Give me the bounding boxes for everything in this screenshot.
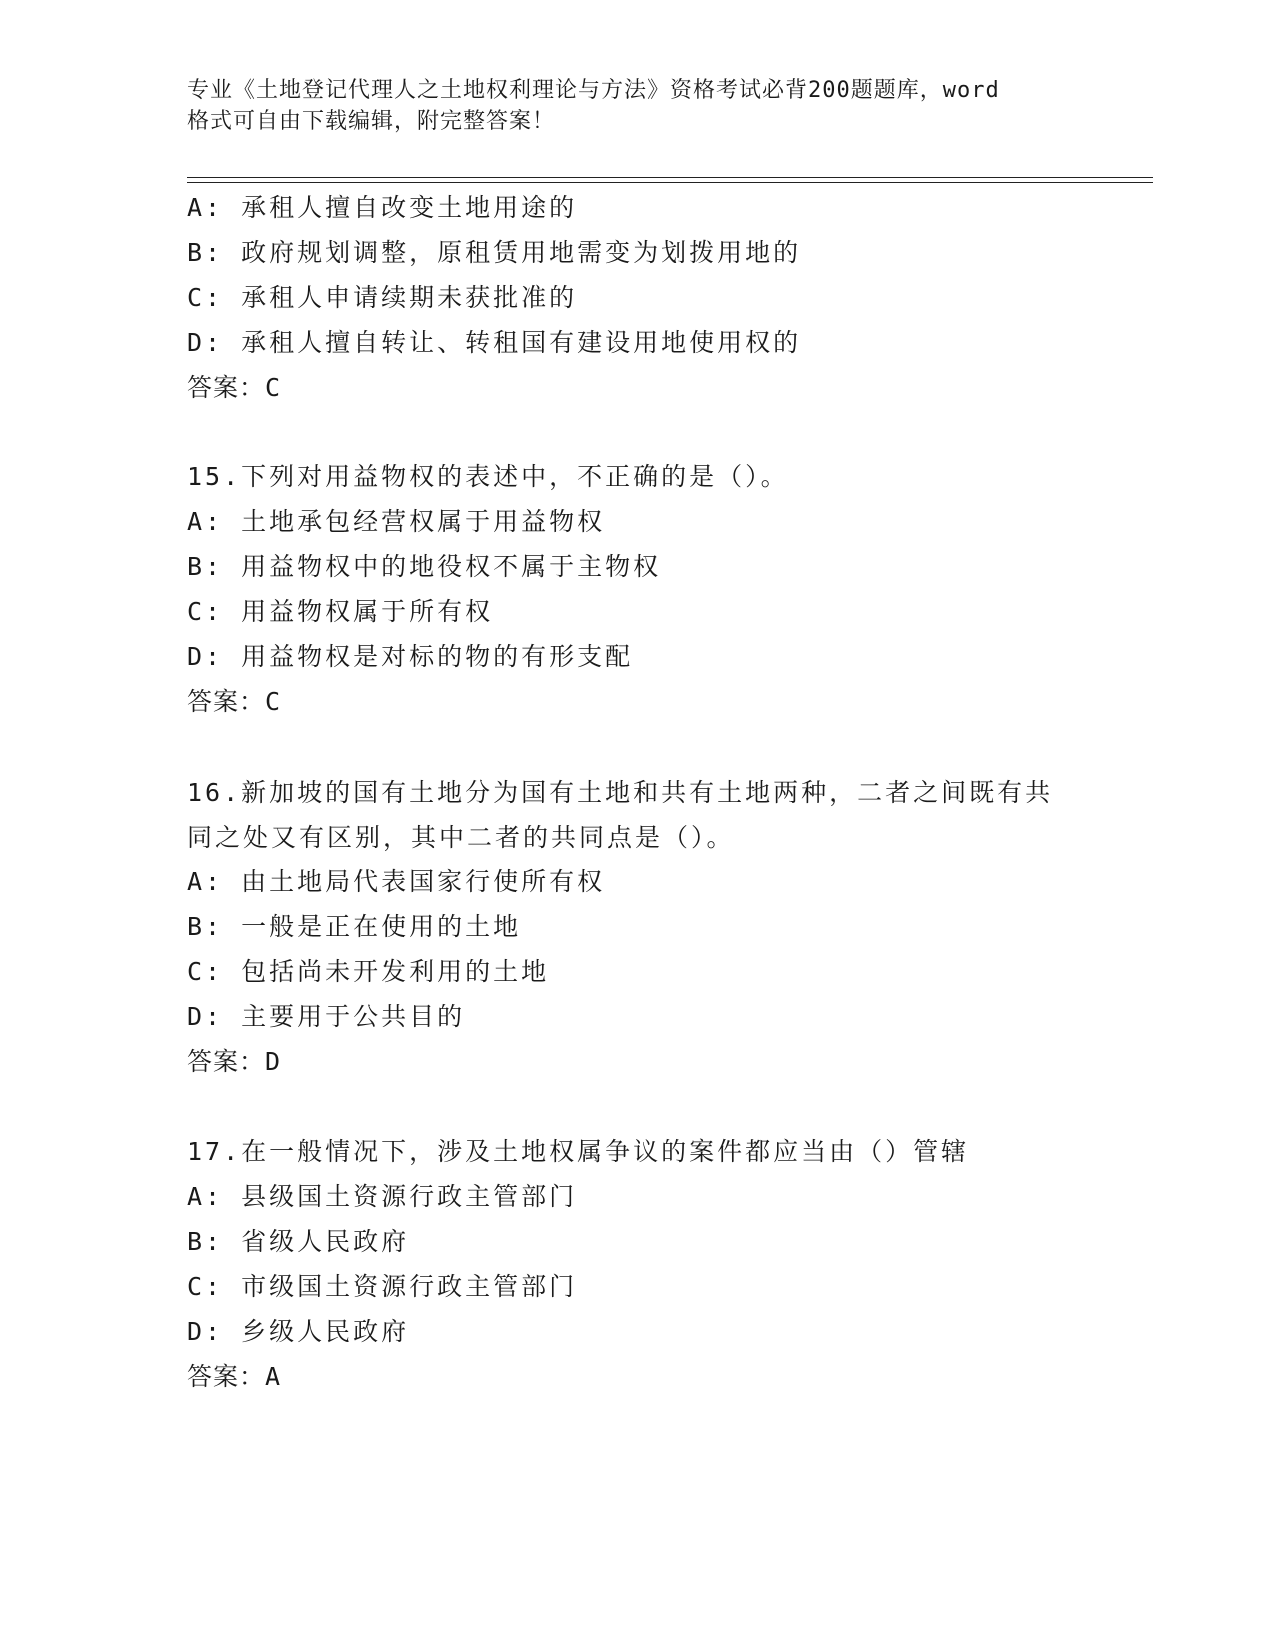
header-line-2: 格式可自由下载编辑，附完整答案！ (187, 109, 556, 134)
header-line-1: 专业《土地登记代理人之土地权利理论与方法》资格考试必背200题题库，word (187, 78, 1000, 103)
q17-option-b: B: 省级人民政府 (187, 1227, 410, 1256)
q14-option-a: A: 承租人擅自改变土地用途的 (187, 193, 578, 222)
q15-answer: 答案：C (187, 687, 282, 716)
q17-stem: 17.在一般情况下，涉及土地权属争议的案件都应当由（）管辖 (187, 1137, 970, 1166)
document-header (187, 75, 1067, 137)
q16-option-a: A: 由土地局代表国家行使所有权 (187, 867, 606, 896)
q14-answer: 答案：C (187, 373, 282, 402)
q16-option-c: C: 包括尚未开发利用的土地 (187, 957, 550, 986)
header-rule-bottom (187, 182, 1153, 183)
q15-stem: 15.下列对用益物权的表述中，不正确的是（）。 (187, 462, 789, 491)
q14-option-c: C: 承租人申请续期未获批准的 (187, 283, 578, 312)
q16-option-d: D: 主要用于公共目的 (187, 1002, 466, 1031)
header-rule-top (187, 177, 1153, 178)
q16-option-b: B: 一般是正在使用的土地 (187, 912, 522, 941)
q15-option-c: C: 用益物权属于所有权 (187, 597, 494, 626)
q14-option-b: B: 政府规划调整，原租赁用地需变为划拨用地的 (187, 238, 802, 267)
q15-option-b: B: 用益物权中的地役权不属于主物权 (187, 552, 662, 581)
q16-stem-line-2: 同之处又有区别，其中二者的共同点是（）。 (187, 823, 735, 852)
q15-option-a: A: 土地承包经营权属于用益物权 (187, 507, 606, 536)
q17-answer: 答案：A (187, 1362, 282, 1391)
q17-option-a: A: 县级国土资源行政主管部门 (187, 1182, 578, 1211)
q17-option-c: C: 市级国土资源行政主管部门 (187, 1272, 578, 1301)
q16-answer: 答案：D (187, 1047, 282, 1076)
q17-option-d: D: 乡级人民政府 (187, 1317, 410, 1346)
q14-option-d: D: 承租人擅自转让、转租国有建设用地使用权的 (187, 328, 802, 357)
q15-option-d: D: 用益物权是对标的物的有形支配 (187, 642, 634, 671)
q16-stem-line-1: 16.新加坡的国有土地分为国有土地和共有土地两种，二者之间既有共 (187, 778, 1054, 807)
